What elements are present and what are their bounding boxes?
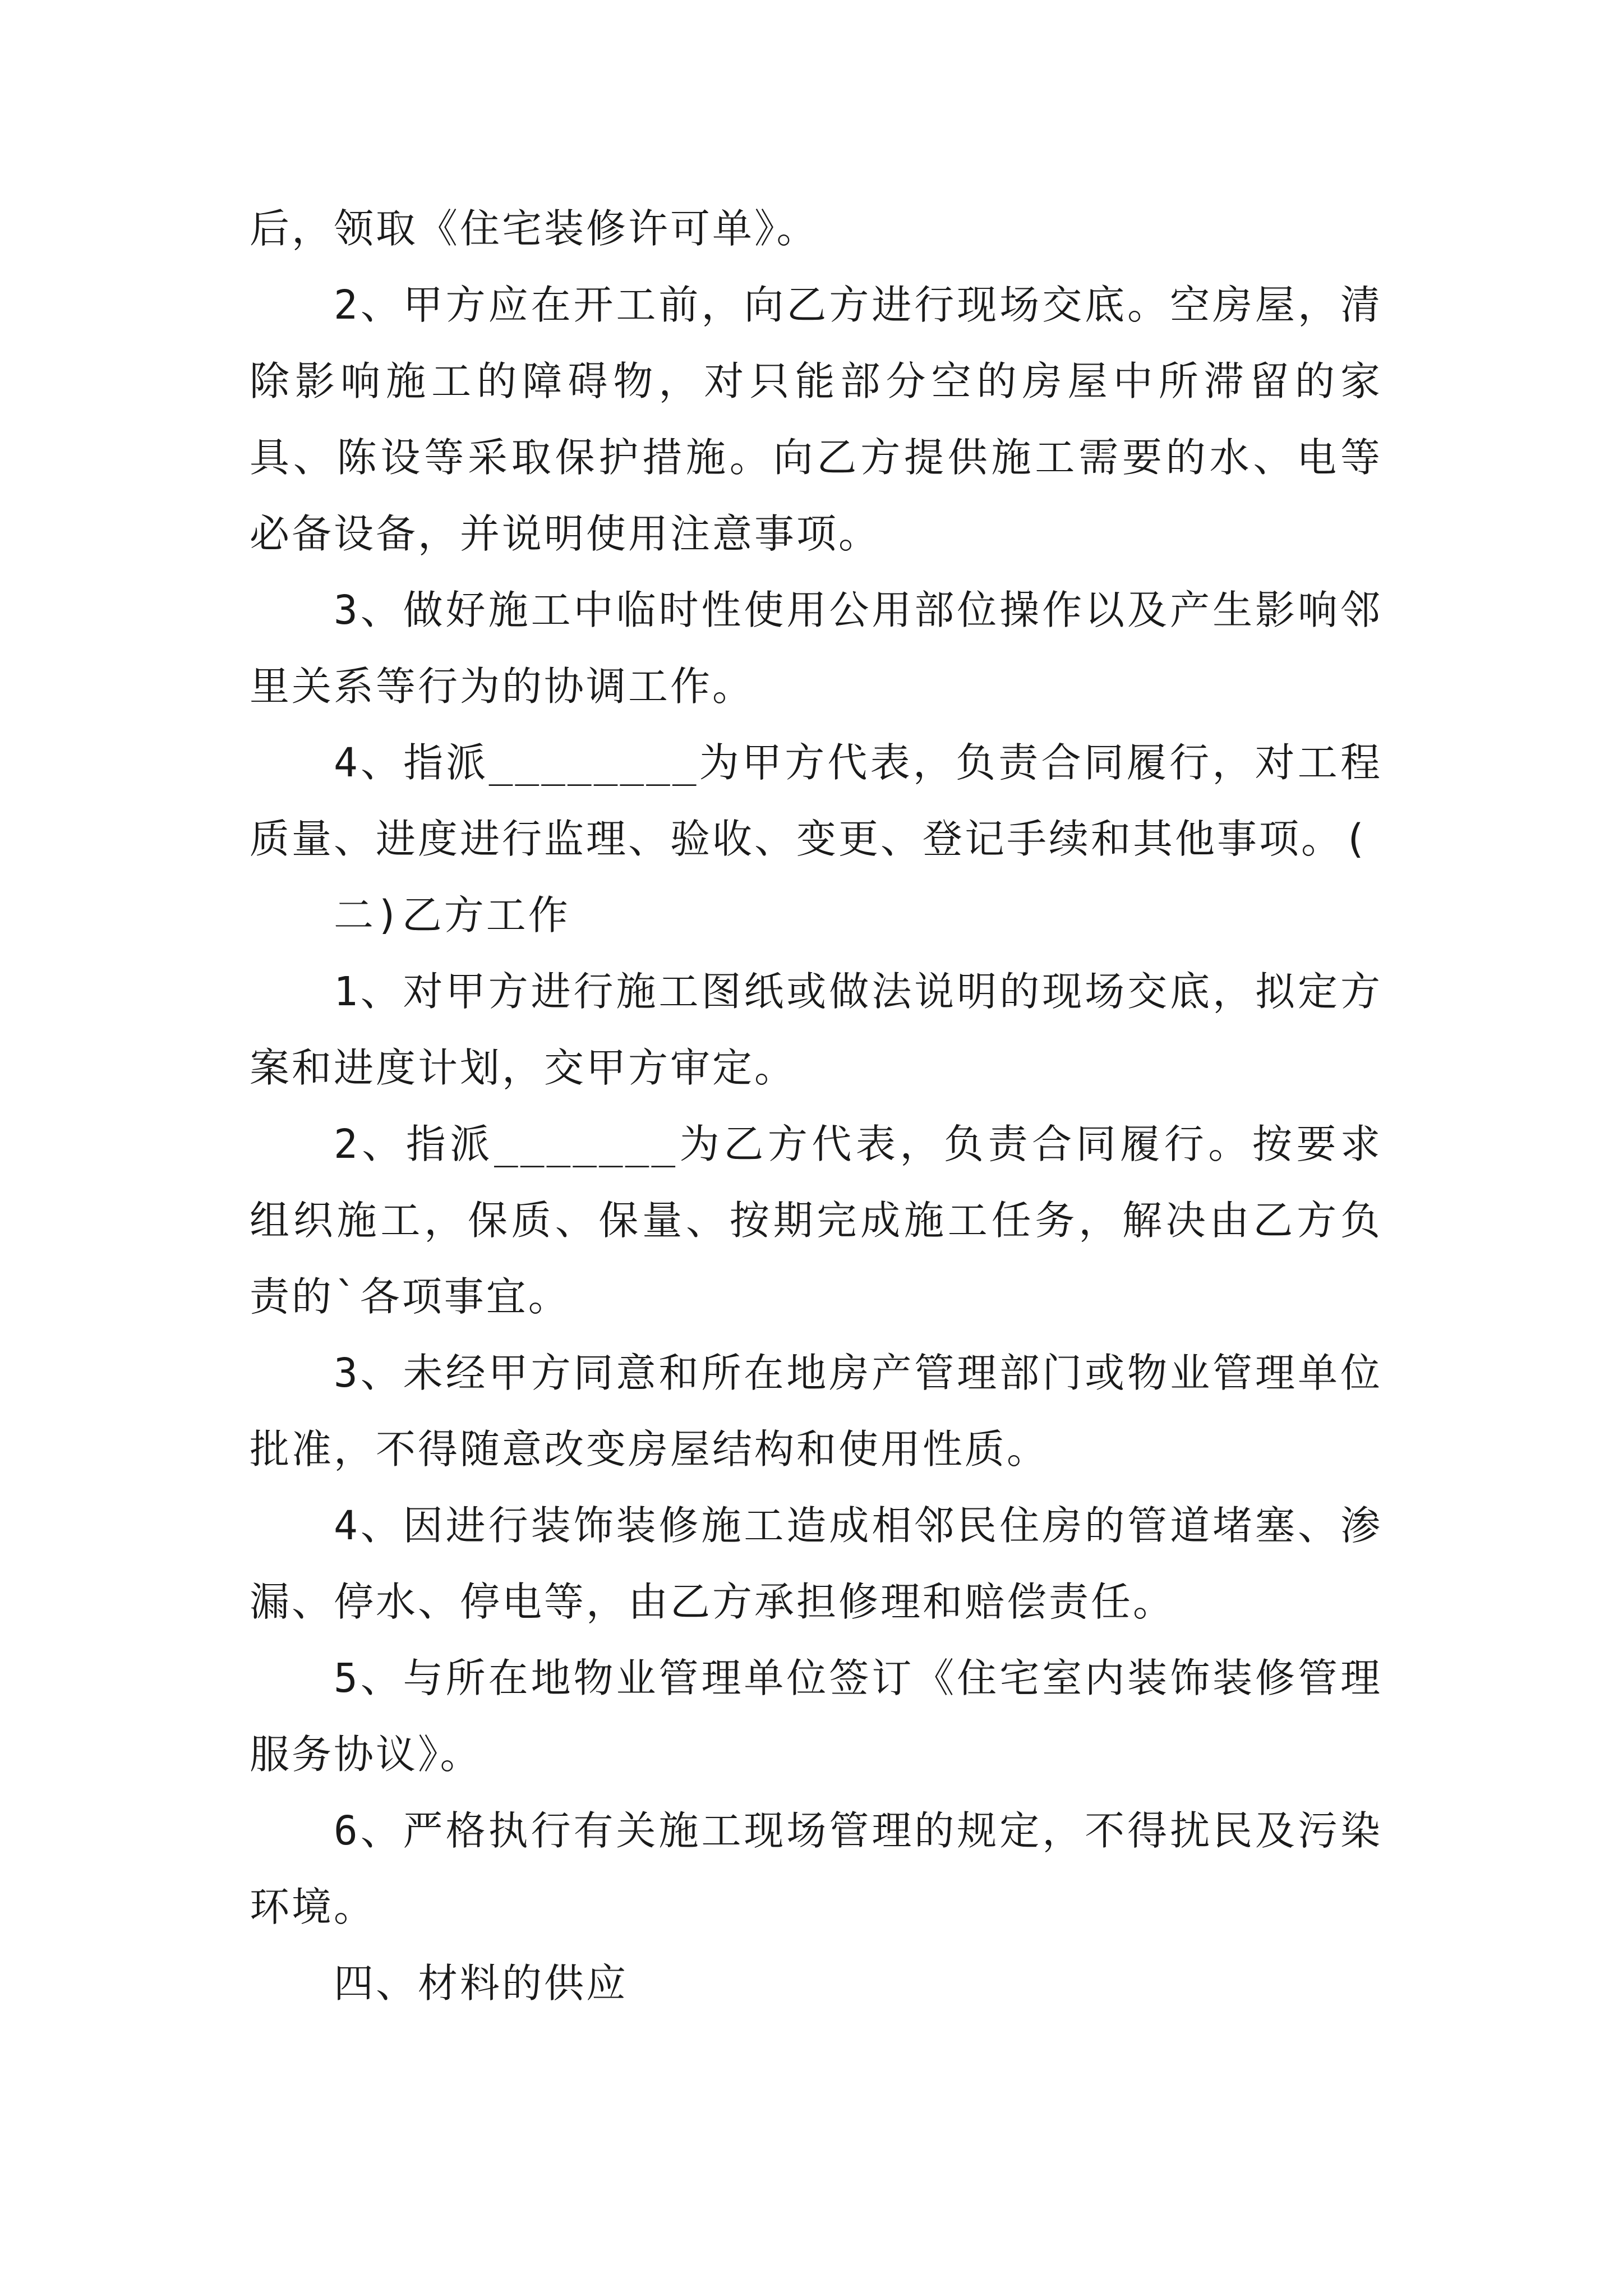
paragraph-party-a-item-3: 3、做好施工中临时性使用公用部位操作以及产生影响邻里关系等行为的协调工作。 [250, 587, 1382, 710]
paragraph-continuation: 后，领取《住宅装修许可单》。 [250, 205, 819, 252]
paragraph-party-b-item-2: 2、指派_______为乙方代表，负责合同履行。按要求组织施工，保质、保量、按期完成施工任务，解决由乙方负责的`各项事宜。 [250, 1121, 1382, 1320]
document-body [250, 191, 1382, 2022]
section-heading-party-b-work: 二)乙方工作 [334, 892, 570, 938]
paragraph-party-a-item-4: 4、指派________为甲方代表，负责合同履行，对工程质量、进度进行监理、验收、变更、登记手续和其他事项。( [250, 739, 1382, 862]
paragraph-party-b-item-1: 1、对甲方进行施工图纸或做法说明的现场交底，拟定方案和进度计划，交甲方审定。 [250, 968, 1382, 1091]
paragraph-party-a-item-2: 2、甲方应在开工前，向乙方进行现场交底。空房屋，清除影响施工的障碍物，对只能部分空的房屋中所滞留的家具、陈设等采取保护措施。向乙方提供施工需要的水、电等必备设备，并说明使用注意事项。 [250, 282, 1382, 557]
paragraph-party-b-item-5: 5、与所在地物业管理单位签订《住宅室内装饰装修管理服务协议》。 [250, 1655, 1382, 1778]
paragraph-party-b-item-3: 3、未经甲方同意和所在地房产管理部门或物业管理单位批准，不得随意改变房屋结构和使用性质。 [250, 1350, 1382, 1473]
paragraph-party-b-item-4: 4、因进行装饰装修施工造成相邻民住房的管道堵塞、渗漏、停水、停电等，由乙方承担修理和赔偿责任。 [250, 1502, 1382, 1625]
section-heading-material-supply: 四、材料的供应 [334, 1960, 629, 2007]
paragraph-party-b-item-6: 6、严格执行有关施工现场管理的规定，不得扰民及污染环境。 [250, 1807, 1382, 1930]
